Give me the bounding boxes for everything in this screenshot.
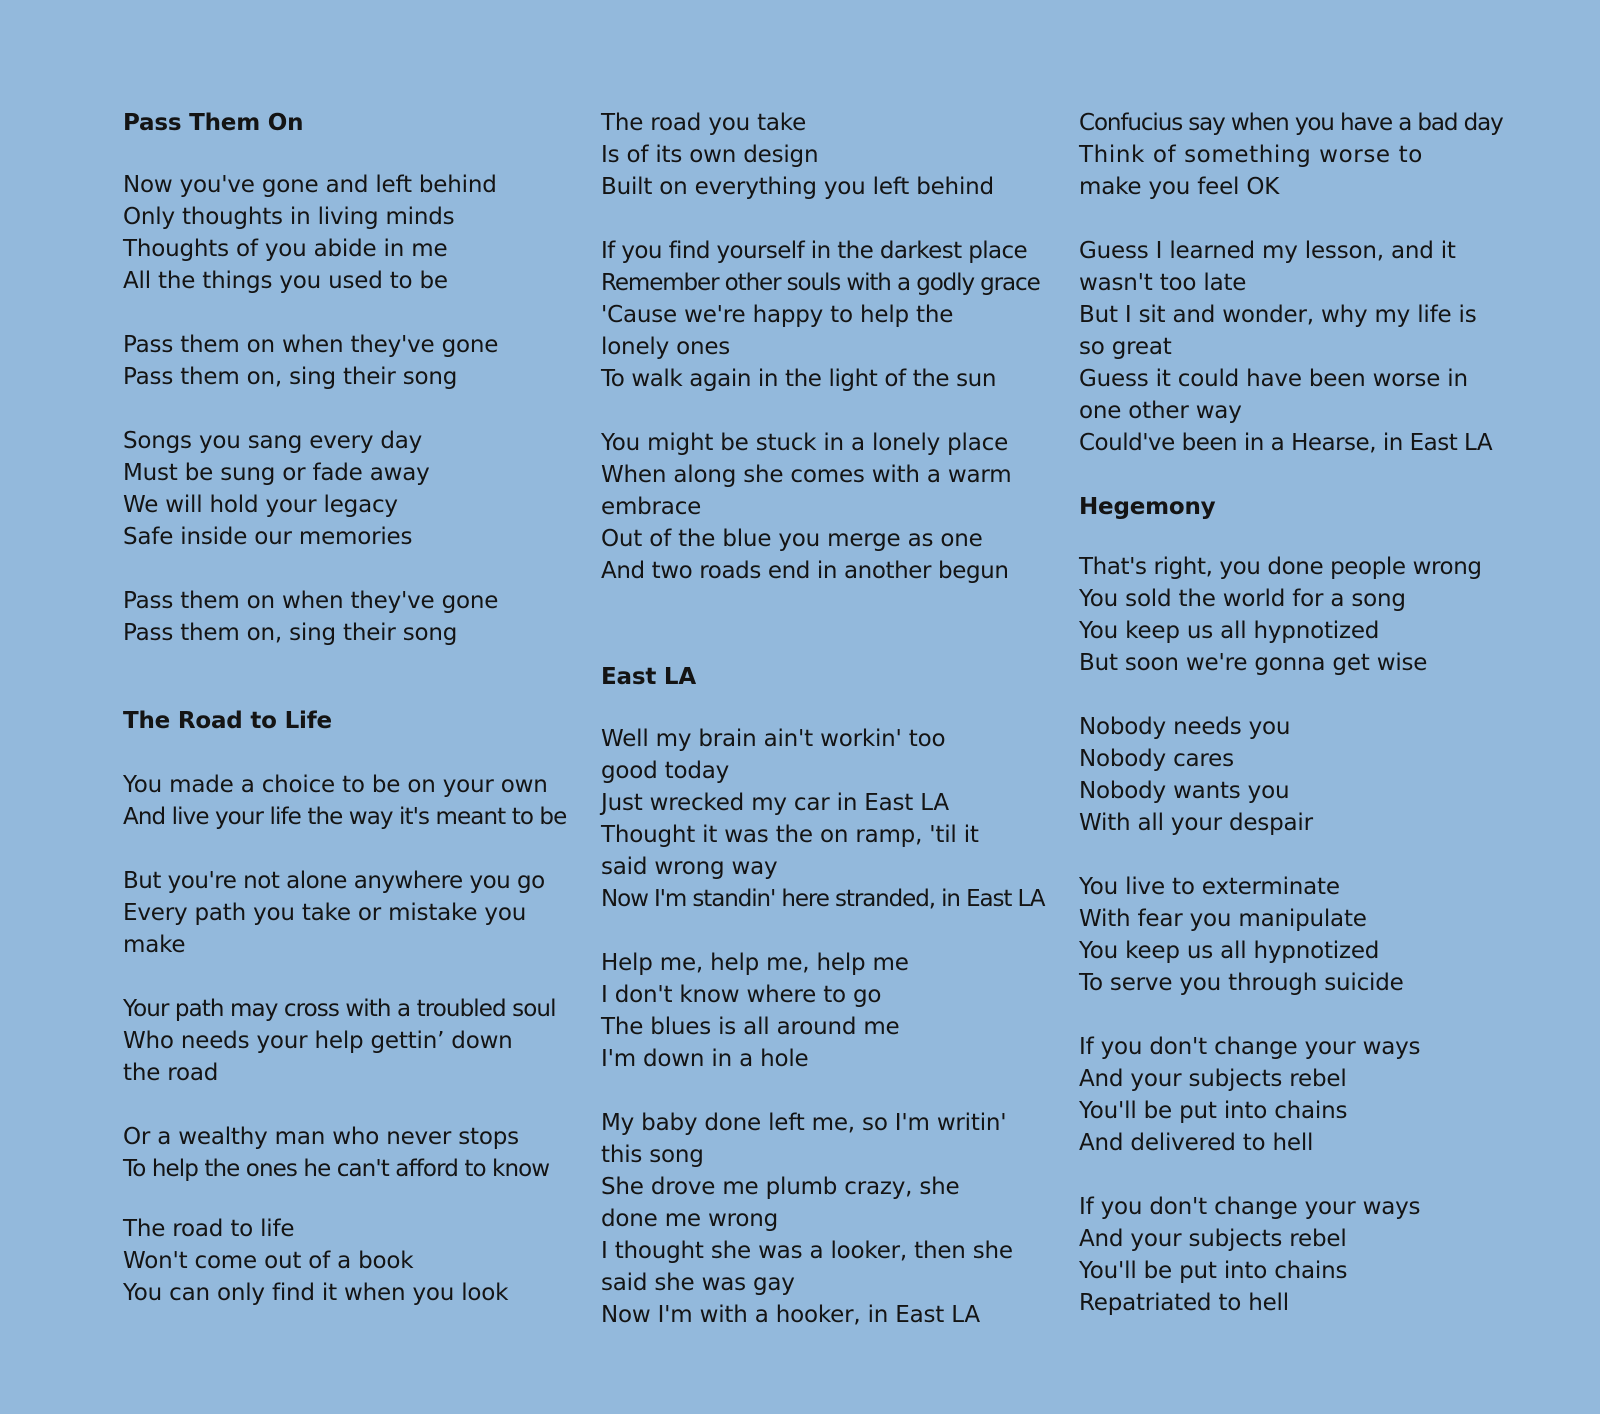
lyric-line: You keep us all hypnotized (1079, 618, 1380, 644)
stanza (601, 723, 1045, 915)
lyric-line: Remember other souls with a godly grace (601, 270, 1040, 296)
lyric-line: And delivered to hell (1079, 1130, 1314, 1156)
lyric-line: Pass them on when they've gone (123, 588, 499, 614)
lyric-line: lonely ones (601, 334, 731, 360)
lyric-line: I'm down in a hole (601, 1046, 809, 1072)
lyric-line: You live to exterminate (1079, 874, 1340, 900)
lyric-line: Won't come out of a book (123, 1248, 414, 1274)
lyric-line: so great (1079, 334, 1172, 360)
song-title: Hegemony (1079, 494, 1216, 520)
lyric-line: You might be stuck in a lonely place (601, 430, 1009, 456)
lyric-line: She drove me plumb crazy, she (601, 1174, 960, 1200)
lyric-line: All the things you used to be (123, 268, 448, 294)
lyric-line: And live your life the way it's meant to be (123, 804, 567, 830)
lyric-line: But I sit and wonder, why my life is (1079, 302, 1477, 328)
lyric-line: The blues is all around me (601, 1014, 900, 1040)
lyric-line: Safe inside our memories (123, 524, 413, 550)
lyric-line: If you don't change your ways (1079, 1034, 1421, 1060)
lyric-line: Must be sung or fade away (123, 460, 430, 486)
stanza (1079, 107, 1509, 203)
lyric-line: To serve you through suicide (1079, 970, 1404, 996)
lyric-line: You can only find it when you look (123, 1280, 509, 1306)
lyrics-column-2 (601, 107, 1045, 1331)
lyric-line: You keep us all hypnotized (1079, 938, 1380, 964)
lyric-line: Now I'm with a hooker, in East LA (601, 1302, 980, 1328)
lyric-line: But soon we're gonna get wise (1079, 650, 1428, 676)
stanza (601, 107, 1031, 203)
lyrics-column-1 (123, 107, 567, 1309)
lyric-line: done me wrong (601, 1206, 778, 1232)
lyric-line: Every path you take or mistake you (123, 900, 527, 926)
lyric-line: the road (123, 1060, 219, 1086)
stanza (601, 427, 1031, 587)
lyric-line: Confucius say when you have a bad day (1079, 110, 1503, 136)
lyric-line: To help the ones he can't afford to know (123, 1156, 550, 1182)
lyric-line: You made a choice to be on your own (123, 772, 548, 798)
stanza (123, 1121, 553, 1185)
lyric-line: wasn't too late (1079, 270, 1247, 296)
lyric-line: said she was gay (601, 1270, 795, 1296)
lyric-line: And two roads end in another begun (601, 558, 1009, 584)
lyric-line: Your path may cross with a troubled soul (123, 996, 556, 1022)
lyric-line: If you find yourself in the darkest place (601, 238, 1028, 264)
stanza (123, 993, 556, 1089)
lyric-line: Guess I learned my lesson, and it (1079, 238, 1456, 264)
stanza (601, 947, 1031, 1075)
lyrics-column-3 (1079, 107, 1509, 1319)
lyric-line: one other way (1079, 398, 1242, 424)
lyric-line: Or a wealthy man who never stops (123, 1124, 519, 1150)
lyric-line: Nobody cares (1079, 746, 1234, 772)
lyric-line: Now I'm standin' here stranded, in East LA (601, 886, 1045, 912)
lyric-line: said wrong way (601, 854, 778, 880)
lyric-line: If you don't change your ways (1079, 1194, 1421, 1220)
stanza (123, 865, 553, 961)
lyric-line: make you feel OK (1079, 174, 1280, 200)
stanza (123, 1213, 553, 1309)
lyric-line: Pass them on, sing their song (123, 620, 458, 646)
lyric-line: Could've been in a Hearse, in East LA (1079, 430, 1493, 456)
lyric-line: My baby done left me, so I'm writin' (601, 1110, 1007, 1136)
lyric-line: make (123, 932, 186, 958)
lyric-line: Thought it was the on ramp, 'til it (601, 822, 979, 848)
lyric-line: Thoughts of you abide in me (123, 236, 448, 262)
lyric-line: With all your despair (1079, 810, 1313, 836)
lyric-line: I thought she was a looker, then she (601, 1238, 1013, 1264)
lyric-line: good today (601, 758, 730, 784)
lyric-line: We will hold your legacy (123, 492, 398, 518)
lyric-line: Think of something worse to (1079, 142, 1423, 168)
lyric-line: Is of its own design (601, 142, 819, 168)
lyric-line: You'll be put into chains (1079, 1258, 1348, 1284)
lyric-line: Nobody wants you (1079, 778, 1290, 804)
stanza (1079, 235, 1509, 459)
stanza (123, 585, 553, 649)
lyric-line: Out of the blue you merge as one (601, 526, 983, 552)
lyric-line: embrace (601, 494, 702, 520)
stanza (1079, 871, 1509, 999)
lyric-line: Now you've gone and left behind (123, 172, 497, 198)
lyric-line: Pass them on, sing their song (123, 364, 458, 390)
lyric-line: The road you take (601, 110, 807, 136)
stanza (123, 769, 567, 833)
song-title: Pass Them On (123, 110, 304, 136)
stanza (1079, 711, 1509, 839)
lyric-line: this song (601, 1142, 704, 1168)
stanza (1079, 1191, 1509, 1319)
lyric-line: But you're not alone anywhere you go (123, 868, 545, 894)
lyric-line: I don't know where to go (601, 982, 882, 1008)
lyric-line: Help me, help me, help me (601, 950, 909, 976)
lyric-line: When along she comes with a warm (601, 462, 1012, 488)
lyric-line: With fear you manipulate (1079, 906, 1367, 932)
lyric-line: You'll be put into chains (1079, 1098, 1348, 1124)
lyric-line: You sold the world for a song (1079, 586, 1406, 612)
stanza (601, 235, 1040, 395)
lyric-line: Nobody needs you (1079, 714, 1291, 740)
lyric-line: And your subjects rebel (1079, 1226, 1347, 1252)
lyric-line: Pass them on when they've gone (123, 332, 499, 358)
stanza (1079, 551, 1509, 679)
stanza (123, 169, 553, 297)
stanza (123, 425, 553, 553)
lyric-line: The road to life (123, 1216, 295, 1242)
lyric-line: 'Cause we're happy to help the (601, 302, 954, 328)
lyric-line: Who needs your help gettin’ down (123, 1028, 513, 1054)
lyric-line: Well my brain ain't workin' too (601, 726, 946, 752)
song-title: East LA (601, 664, 696, 690)
song-title: The Road to Life (123, 708, 332, 734)
stanza (123, 329, 553, 393)
stanza (1079, 1031, 1509, 1159)
lyric-line: That's right, you done people wrong (1079, 554, 1482, 580)
stanza (601, 1107, 1031, 1331)
lyric-line: Songs you sang every day (123, 428, 423, 454)
lyric-line: To walk again in the light of the sun (601, 366, 997, 392)
lyric-line: And your subjects rebel (1079, 1066, 1347, 1092)
lyric-line: Just wrecked my car in East LA (601, 790, 949, 816)
lyric-line: Guess it could have been worse in (1079, 366, 1468, 392)
lyric-line: Only thoughts in living minds (123, 204, 455, 230)
lyric-line: Built on everything you left behind (601, 174, 994, 200)
lyric-line: Repatriated to hell (1079, 1290, 1289, 1316)
